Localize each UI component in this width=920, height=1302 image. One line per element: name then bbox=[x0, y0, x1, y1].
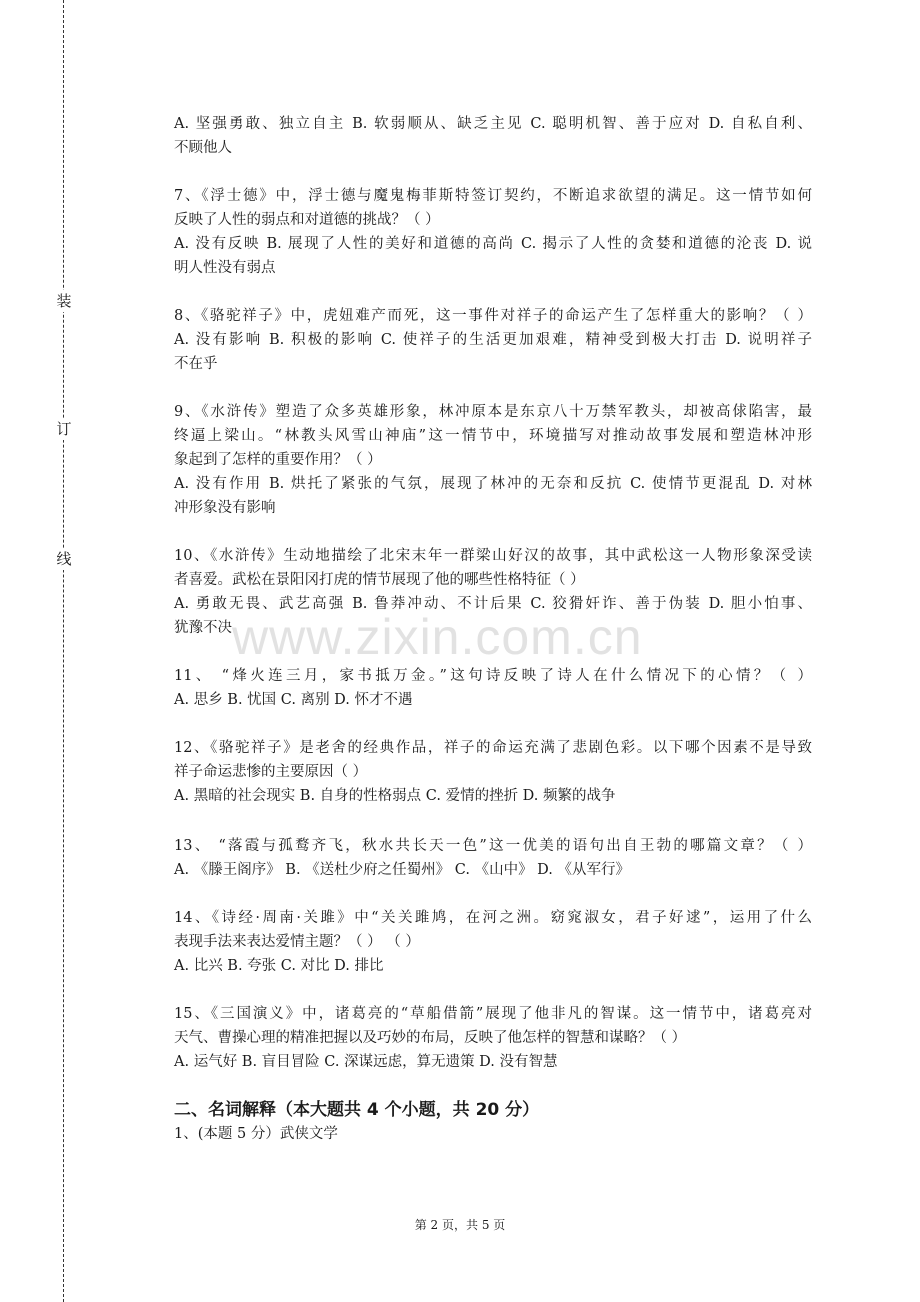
question-line: A. 没有作用 B. 烘托了紧张的气氛，展现了林冲的无奈和反抗 C. 使情节更混乱 D. 对林 bbox=[174, 476, 812, 492]
section-heading: 二、名词解释（本大题共 4 个小题，共 20 分） bbox=[174, 1100, 540, 1120]
question-text: 7、《浮士德》中，浮士德与魔鬼梅菲斯特签订契约，不断追求欲望的满足。这一情节如何 bbox=[174, 188, 812, 204]
question-text: 14、《诗经·周南·关雎》中“关关雎鸠，在河之洲。窈窕淑女，君子好逑”，运用了什么 bbox=[174, 910, 812, 926]
question-line: 天气、曹操心理的精准把握以及巧妙的布局，反映了他怎样的智慧和谋略？（ ） bbox=[174, 1030, 687, 1046]
margin-label-ding: 订 bbox=[54, 418, 74, 440]
term-question-1: 1、(本题 5 分）武侠文学 bbox=[174, 1126, 338, 1142]
question-line: A. 勇敢无畏、武艺高强 B. 鲁莽冲动、不计后果 C. 狡猾奸诈、善于伪装 D. 胆小怕事、 bbox=[174, 596, 812, 612]
question-line: 者喜爱。武松在景阳冈打虎的情节展现了他的哪些性格特征（ ） bbox=[174, 572, 585, 588]
question-text: 10、《水浒传》生动地描绘了北宋末年一群梁山好汉的故事，其中武松这一人物形象深受读 bbox=[174, 548, 812, 564]
question-line: A. 没有影响 B. 积极的影响 C. 使祥子的生活更加艰难，精神受到极大打击 D. 说明祥子 bbox=[174, 332, 812, 348]
margin-label-zhuang: 装 bbox=[54, 290, 74, 312]
question-text: A. 坚强勇敢、独立自主 B. 软弱顺从、缺乏主见 C. 聪明机智、善于应对 D. 自私自利、 bbox=[174, 116, 812, 132]
question-line: 反映了人性的弱点和对道德的挑战？（ ） bbox=[174, 212, 440, 228]
question-line: 犹豫不决 bbox=[174, 620, 232, 636]
binding-dashed-line bbox=[63, 0, 64, 1302]
question-line: 终逼上梁山。“林教头风雪山神庙”这一情节中，环境描写对推动故事发展和塑造林冲形 bbox=[174, 428, 812, 444]
question-line: 祥子命运悲惨的主要原因（ ） bbox=[174, 764, 368, 780]
question-text: 8、《骆驼祥子》中，虎妞难产而死，这一事件对祥子的命运产生了怎样重大的影响？（ ） bbox=[174, 308, 812, 324]
question-text: 13、 “落霞与孤鹜齐飞，秋水共长天一色”这一优美的语句出自王勃的哪篇文章？（ ） bbox=[174, 838, 812, 854]
margin-label-xian: 线 bbox=[54, 548, 74, 570]
question-text: 15、《三国演义》中，诸葛亮的“草船借箭”展现了他非凡的智谋。这一情节中，诸葛亮对 bbox=[174, 1006, 812, 1022]
question-line: 不在乎 bbox=[174, 356, 218, 372]
question-line: A. 运气好 B. 盲目冒险 C. 深谋远虑，算无遗策 D. 没有智慧 bbox=[174, 1054, 558, 1070]
question-line: 表现手法来表达爱情主题？（ ） （ ） bbox=[174, 934, 420, 950]
question-line: A. 《滕王阁序》 B. 《送杜少府之任蜀州》 C. 《山中》 D. 《从军行》 bbox=[174, 862, 631, 878]
question-text: 11、 “烽火连三月，家书抵万金。”这句诗反映了诗人在什么情况下的心情？（ ） bbox=[174, 668, 812, 684]
question-line: A. 思乡 B. 忧国 C. 离别 D. 怀才不遇 bbox=[174, 692, 413, 708]
question-line: 明人性没有弱点 bbox=[174, 260, 276, 276]
question-line: 冲形象没有影响 bbox=[174, 500, 276, 516]
question-line: A. 黑暗的社会现实 B. 自身的性格弱点 C. 爱情的挫折 D. 频繁的战争 bbox=[174, 788, 616, 804]
question-text: 9、《水浒传》塑造了众多英雄形象，林冲原本是东京八十万禁军教头，却被高俅陷害，最 bbox=[174, 404, 812, 420]
watermark: www.zixin.com.cn bbox=[232, 609, 643, 665]
question-line: 象起到了怎样的重要作用？（ ） bbox=[174, 452, 382, 468]
question-line: 不顾他人 bbox=[174, 140, 232, 156]
page-footer: 第 2 页，共 5 页 bbox=[414, 1218, 506, 1232]
question-text: 12、《骆驼祥子》是老舍的经典作品，祥子的命运充满了悲剧色彩。以下哪个因素不是导致 bbox=[174, 740, 812, 756]
question-line: A. 比兴 B. 夸张 C. 对比 D. 排比 bbox=[174, 958, 384, 974]
question-line: A. 没有反映 B. 展现了人性的美好和道德的高尚 C. 揭示了人性的贪婪和道德的沦丧 D. 说 bbox=[174, 236, 812, 252]
